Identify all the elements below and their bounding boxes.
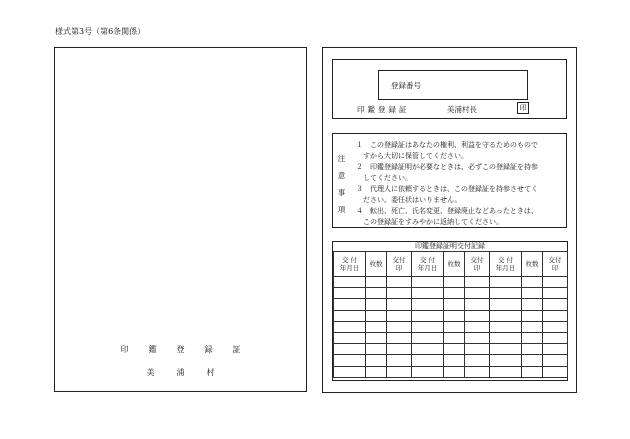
record-cell [387, 366, 412, 377]
record-row [334, 299, 568, 310]
record-cell [366, 332, 387, 343]
header-issue-seal: 交付 印 [387, 252, 412, 277]
record-cell [334, 310, 366, 321]
mayor-title: 美浦村長 [447, 105, 477, 114]
record-cell [387, 355, 412, 366]
record-cell [412, 355, 444, 366]
record-cell [490, 321, 522, 332]
header-count: 枚数 [522, 252, 543, 277]
record-row [334, 344, 568, 355]
record-cell [522, 321, 543, 332]
cover-title: 印鑑登録証 [120, 345, 261, 354]
record-cell [412, 288, 444, 299]
record-cell [465, 299, 490, 310]
record-cell [444, 288, 465, 299]
record-cell [465, 366, 490, 377]
record-cell [387, 344, 412, 355]
record-cell [465, 344, 490, 355]
record-cell [465, 310, 490, 321]
record-cell [444, 277, 465, 288]
record-cell [334, 321, 366, 332]
record-row [334, 355, 568, 366]
notes-side-char: 項 [337, 205, 346, 214]
record-cell [444, 355, 465, 366]
record-cell [366, 299, 387, 310]
notes-side-label [337, 150, 346, 218]
record-cell [334, 366, 366, 377]
record-cell [412, 299, 444, 310]
record-cell [387, 299, 412, 310]
header-issue-date: 交 付 年月日 [490, 252, 522, 277]
record-cell [543, 277, 568, 288]
record-row [334, 288, 568, 299]
record-cell [387, 310, 412, 321]
record-cell [490, 355, 522, 366]
record-cell [543, 344, 568, 355]
note-line: すから大切に保管してください。 [363, 152, 468, 160]
record-cell [522, 366, 543, 377]
record-row [334, 310, 568, 321]
record-cell [465, 288, 490, 299]
notes-side-char: 注 [337, 154, 346, 163]
note-line: ３ 代理人に依頼するときは、この登録証を持参させてく [356, 185, 538, 193]
record-cell [522, 288, 543, 299]
record-cell [387, 288, 412, 299]
record-cell [543, 310, 568, 321]
record-cell [490, 310, 522, 321]
record-cell [543, 299, 568, 310]
record-cell [412, 332, 444, 343]
record-cell [366, 366, 387, 377]
record-cell [334, 288, 366, 299]
record-cell [543, 355, 568, 366]
record-cell [522, 355, 543, 366]
record-cell [543, 288, 568, 299]
record-row [334, 366, 568, 377]
issuance-record-title: 印鑑登録証明交付記録 [415, 242, 485, 250]
record-cell [334, 299, 366, 310]
record-row [334, 321, 568, 332]
record-cell [522, 332, 543, 343]
header-issue-seal: 交付 印 [543, 252, 568, 277]
record-cell [366, 310, 387, 321]
cover-village-name: 美浦村 [146, 368, 237, 377]
note-line: この登録証をすみやかに返納してください。 [363, 218, 503, 226]
record-cell [465, 355, 490, 366]
record-cell [490, 332, 522, 343]
record-cell [490, 288, 522, 299]
note-line: ４ 転出、死亡、氏名変更、登録廃止などあったときは、 [356, 207, 538, 215]
record-cell [465, 277, 490, 288]
record-cell [543, 366, 568, 377]
record-cell [522, 344, 543, 355]
record-cell [490, 299, 522, 310]
record-cell [366, 288, 387, 299]
record-cell [366, 355, 387, 366]
header-issue-seal: 交付 印 [465, 252, 490, 277]
notes-side-char: 事 [337, 188, 346, 197]
certificate-name: 印鑑登録証 [357, 105, 410, 114]
record-cell [522, 310, 543, 321]
record-cell [334, 277, 366, 288]
record-cell [444, 366, 465, 377]
seal-mark: 印 [517, 102, 529, 114]
header-issue-date: 交 付 年月日 [334, 252, 366, 277]
issuance-record-table [333, 251, 568, 378]
record-cell [522, 299, 543, 310]
record-cell [366, 321, 387, 332]
record-cell [412, 277, 444, 288]
record-cell [387, 277, 412, 288]
record-cell [334, 344, 366, 355]
cover-panel [54, 47, 307, 392]
record-row [334, 332, 568, 343]
record-cell [543, 321, 568, 332]
record-cell [444, 332, 465, 343]
record-cell [412, 310, 444, 321]
note-line: してください。 [363, 174, 412, 182]
record-cell [387, 321, 412, 332]
record-header-row [334, 252, 568, 277]
record-cell [387, 332, 412, 343]
record-cell [490, 344, 522, 355]
record-cell [334, 355, 366, 366]
record-cell [444, 310, 465, 321]
form-number-label: 様式第3号（第6条関係） [55, 27, 146, 36]
record-cell [412, 344, 444, 355]
record-cell [490, 277, 522, 288]
record-row [334, 277, 568, 288]
record-cell [444, 321, 465, 332]
notes-side-char: 意 [337, 171, 346, 180]
registration-number-label: 登録番号 [391, 81, 421, 90]
note-line: ２ 印鑑登録証明が必要なときは、必ずこの登録証を持参 [356, 163, 538, 171]
note-line: ださい。委任状はいりません。 [363, 196, 462, 204]
record-cell [334, 332, 366, 343]
record-cell [366, 277, 387, 288]
record-cell [444, 344, 465, 355]
record-cell [412, 366, 444, 377]
record-cell [490, 366, 522, 377]
record-cell [522, 277, 543, 288]
note-line: １ この登録証はあなたの権利、利益を守るためのもので [356, 141, 538, 149]
record-cell [465, 321, 490, 332]
record-cell [366, 344, 387, 355]
header-count: 枚数 [444, 252, 465, 277]
header-issue-date: 交 付 年月日 [412, 252, 444, 277]
record-cell [543, 332, 568, 343]
record-cell [444, 299, 465, 310]
record-cell [465, 332, 490, 343]
record-cell [412, 321, 444, 332]
header-count: 枚数 [366, 252, 387, 277]
